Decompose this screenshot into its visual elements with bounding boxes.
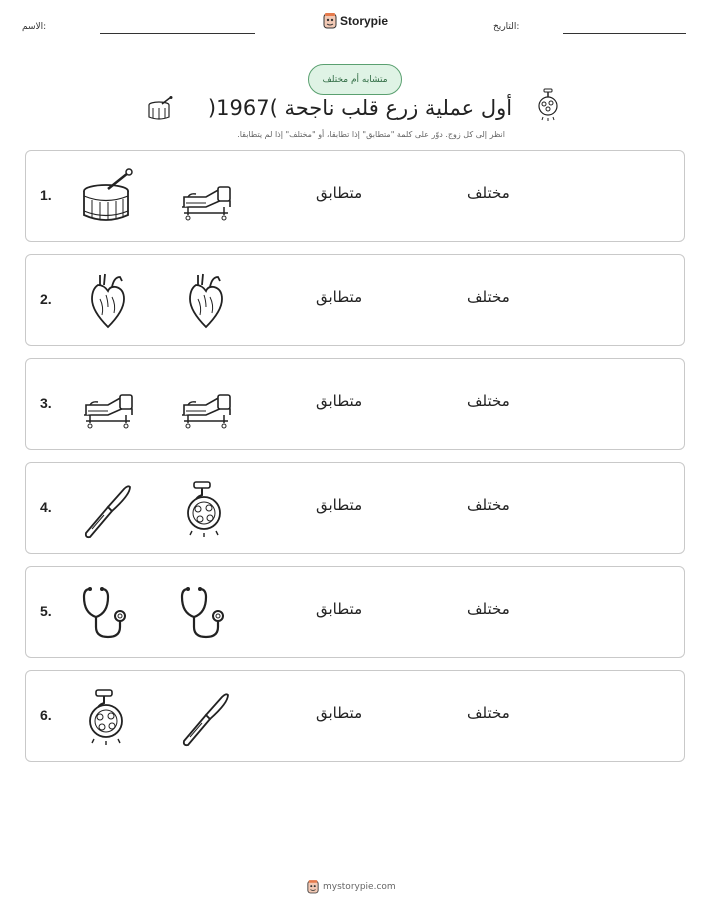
pair-row-1 [25, 150, 685, 242]
heart-icon [78, 271, 138, 331]
date-label: التاريخ: [493, 22, 520, 32]
hospital-bed-icon [78, 375, 138, 435]
pair-row-3 [25, 358, 685, 450]
brand-logo [323, 13, 388, 29]
name-label: الاسم: [22, 22, 47, 32]
scalpel-icon [176, 687, 236, 747]
row-number: 6. [40, 707, 52, 723]
different-option[interactable]: مختلف [467, 600, 510, 618]
hospital-bed-icon [176, 375, 236, 435]
same-option[interactable]: متطابق [316, 288, 363, 306]
stethoscope-icon [78, 583, 138, 643]
drum-icon [78, 167, 138, 227]
surgical-lamp-icon [78, 687, 138, 747]
row-number: 2. [40, 291, 52, 307]
page-title: أول عملية زرع قلب ناجحة )1967( [207, 96, 513, 120]
title-row [140, 96, 570, 126]
row-number: 1. [40, 187, 52, 203]
pair-row-4 [25, 462, 685, 554]
different-option[interactable]: مختلف [467, 184, 510, 202]
different-option[interactable]: مختلف [467, 704, 510, 722]
same-option[interactable]: متطابق [316, 392, 363, 410]
row-number: 4. [40, 499, 52, 515]
drum-icon [146, 96, 174, 124]
mascot-icon [323, 13, 337, 29]
same-option[interactable]: متطابق [316, 704, 363, 722]
same-option[interactable]: متطابق [316, 496, 363, 514]
different-option[interactable]: مختلف [467, 496, 510, 514]
surgical-lamp-icon [176, 479, 236, 539]
stethoscope-icon [176, 583, 236, 643]
mascot-icon [307, 880, 319, 894]
different-option[interactable]: مختلف [467, 392, 510, 410]
footer-url[interactable]: mystorypie.com [323, 882, 396, 892]
row-number: 3. [40, 395, 52, 411]
worksheet-type-badge: متشابه أم مختلف [308, 64, 402, 95]
footer [307, 880, 396, 894]
different-option[interactable]: مختلف [467, 288, 510, 306]
name-line[interactable] [100, 33, 255, 34]
same-option[interactable]: متطابق [316, 184, 363, 202]
pair-row-6 [25, 670, 685, 762]
scalpel-icon [78, 479, 138, 539]
row-number: 5. [40, 603, 52, 619]
instructions: انظر إلى كل زوج. دوّر على كلمة "متطابق" إذا تطابقا، أو "مختلف" إذا لم يتطابقا. [237, 130, 505, 139]
hospital-bed-icon [176, 167, 236, 227]
pair-row-2 [25, 254, 685, 346]
brand-name: Storypie [340, 14, 389, 28]
date-line[interactable] [563, 33, 686, 34]
pair-row-5 [25, 566, 685, 658]
same-option[interactable]: متطابق [316, 600, 363, 618]
heart-icon [176, 271, 236, 331]
surgical-lamp-icon [536, 88, 560, 122]
